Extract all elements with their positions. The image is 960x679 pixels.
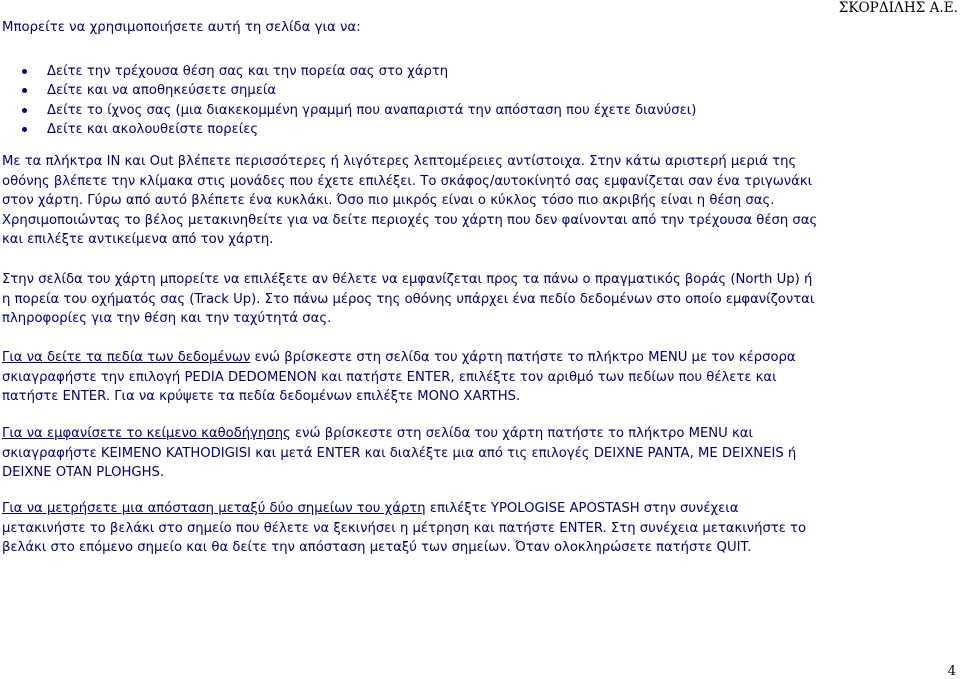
data-fields-link[interactable]: Για να δείτε τα πεδία των δεδομένων bbox=[2, 350, 251, 365]
feature-list bbox=[0, 62, 696, 140]
paragraph-data-fields: Για να δείτε τα πεδία των δεδομένων ενώ βρίσκεστε στη σελίδα του χάρτη πατήστε το πλήκτρο MENU με τον κέρσορα σκιαγραφήστε την επιλογή PEDIA DEDOMENON και πατήστε ENTER, επιλέξτε τον αριθμό των πεδίων που θέλετε και πατήστε ENTER. Για να κρύψετε τα πεδία δεδομένων επιλέξτε MONO XARTHS. bbox=[2, 350, 796, 405]
list-item: Δείτε την τρέχουσα θέση σας και την πορεία σας στο χάρτη bbox=[0, 62, 696, 81]
paragraph-zoom: Με τα πλήκτρα IN και Out βλέπετε περισσότερες ή λιγότερες λεπτομέρειες αντίστοιχα. Στην κάτω αριστερή μεριά της οθόνης βλέπετε την κλίμακα στις μονάδες που έχετε επιλέξει. Το σκάφος/αυτοκίνητό σας εμφανίζεται σαν ένα τριγωνάκι στον χάρτη. Γύρω από αυτό βλέπετε ένα κυκλάκι. Όσο πιο μικρός είναι ο κύκλος τόσο πιο ακριβής είναι η θέση σας. Χρησιμοποιώντας το βέλος μετακινηθείτε για να δείτε περιοχές του χάρτη που δεν φαίνονται από την τρέχουσα θέση σας και επιλέξτε αντικείμενα από τον χάρτη. bbox=[2, 154, 818, 248]
list-item: Δείτε και ακολουθείστε πορείες bbox=[0, 120, 696, 139]
page-number: 4 bbox=[947, 664, 956, 679]
list-item: Δείτε και να αποθηκεύσετε σημεία bbox=[0, 81, 696, 100]
bullet-icon bbox=[22, 88, 27, 93]
distance-link[interactable]: Για να μετρήσετε μια απόσταση μεταξύ δύο σημείων του χάρτη bbox=[2, 501, 426, 516]
paragraph-distance: Για να μετρήσετε μια απόσταση μεταξύ δύο σημείων του χάρτη επιλέξτε YPOLOGISE APOSTASH στην συνέχεια μετακινήστε το βελάκι στο σημείο που θέλετε να ξεκινήσει η μέτρηση και πατήστε ENTER. Στη συνέχεια μετακινήστε το βελάκι στο επόμενο σημείο και θα δείτε την απόσταση μεταξύ των σημείων. Όταν ολοκληρώσετε πατήστε QUIT. bbox=[2, 501, 807, 556]
bullet-icon bbox=[22, 127, 27, 132]
paragraph-guidance-text: Για να εμφανίσετε το κείμενο καθοδήγησης ενώ βρίσκεστε στη σελίδα του χάρτη πατήστε το πλήκτρο MENU και σκιαγραφήστε KEIMENO KATHODIGISI και μετά ENTER και διαλέξτε μια από τις επιλογές DEIXNE PANTA, ME DEIXNEIS ή DEIXNE OTAN PLOHGHS. bbox=[2, 426, 797, 481]
paragraph-orientation: Στην σελίδα του χάρτη μπορείτε να επιλέξετε αν θέλετε να εμφανίζεται προς τα πάνω ο πραγματικός βοράς (North Up) ή η πορεία του οχήματός σας (Track Up). Στο πάνω μέρος της οθόνης υπάρχει ένα πεδίο δεδομένων στο οποίο εμφανίζονται πληροφορίες για την θέση και την ταχύτητά σας. bbox=[2, 272, 815, 327]
list-item: Δείτε το ίχνος σας (μια διακεκομμένη γραμμή που αναπαριστά την απόσταση που έχετε διανύσει) bbox=[0, 101, 696, 120]
header bbox=[0, 0, 960, 40]
bullet-icon bbox=[22, 69, 27, 74]
bullet-icon bbox=[22, 108, 27, 113]
guidance-text-link[interactable]: Για να εμφανίσετε το κείμενο καθοδήγησης bbox=[2, 426, 291, 441]
company-name: ΣΚΟΡΔΙΛΗΣ Α.Ε. bbox=[838, 0, 958, 16]
intro-text: Μπορείτε να χρησιμοποιήσετε αυτή τη σελίδα για να: bbox=[2, 20, 361, 35]
